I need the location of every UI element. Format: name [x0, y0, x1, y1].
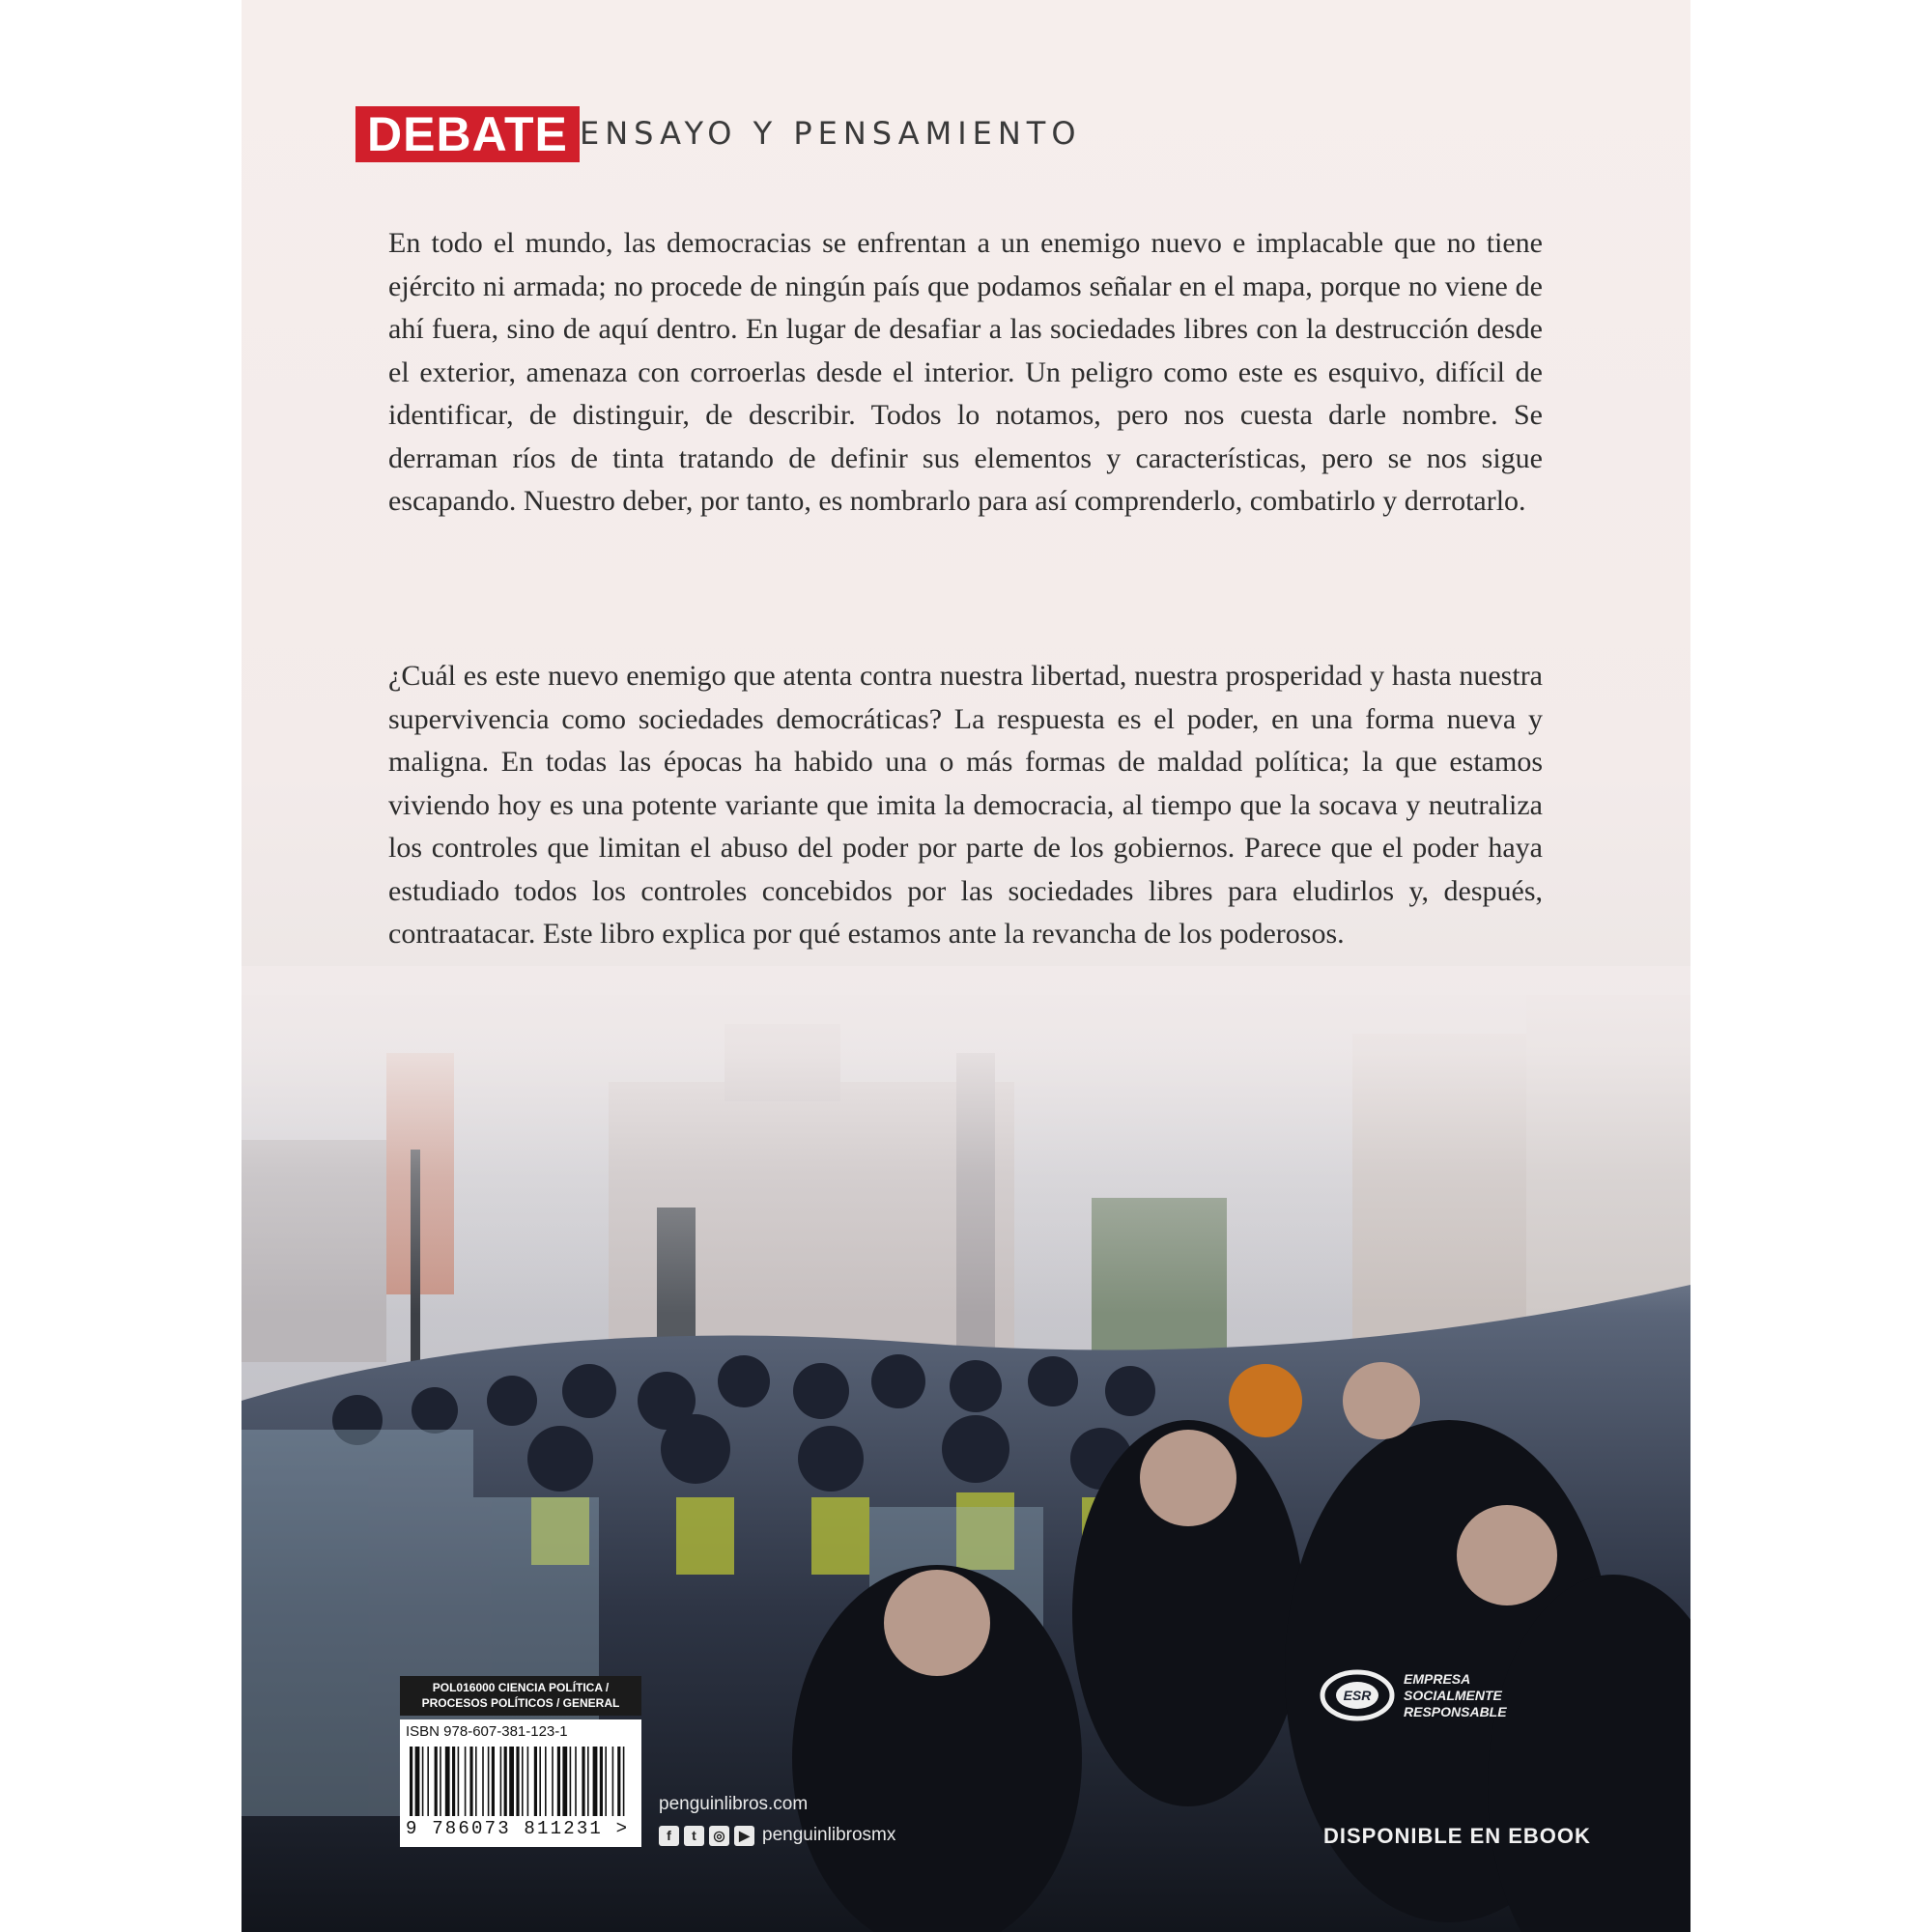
barcode-bar: [452, 1747, 455, 1816]
barcode-bar: [612, 1747, 614, 1816]
barcode-bar: [410, 1747, 412, 1816]
barcode-bar: [545, 1747, 547, 1816]
barcode-bar: [600, 1747, 603, 1816]
isbn-text: ISBN 978-607-381-123-1: [406, 1723, 568, 1740]
barcode-bar: [445, 1747, 450, 1816]
barcode-bar: [509, 1747, 514, 1816]
esr-logo-icon: [1319, 1666, 1396, 1724]
social-row: [659, 1824, 895, 1847]
barcode-bar: [415, 1747, 420, 1816]
esr-badge: [1319, 1666, 1507, 1724]
esr-line-1: EMPRESA: [1404, 1670, 1471, 1687]
barcode-bar: [593, 1747, 598, 1816]
barcode-bar: [527, 1747, 529, 1816]
barcode-bar: [582, 1747, 584, 1816]
barcode-block: [400, 1719, 641, 1847]
back-cover: [242, 0, 1690, 1932]
photo-fade: [242, 966, 1690, 1314]
barcode-bar: [570, 1747, 572, 1816]
barcode-bar: [552, 1747, 554, 1816]
series-title: ENSAYO Y PENSAMIENTO: [580, 115, 1082, 152]
category-box: [400, 1676, 641, 1716]
category-line-1: POL016000 CIENCIA POLÍTICA /: [432, 1681, 610, 1694]
barcode-bar: [435, 1747, 438, 1816]
synopsis-paragraph-2: ¿Cuál es este nuevo enemigo que atenta contra nuestra libertad, nuestra prosperidad y hasta nuestra supervivencia como sociedades democráticas? La respuesta es el poder, en una forma nueva y maligna. En todas las épocas ha habido una o más formas de maldad política; la que estamos viviendo hoy es una potente variante que imita la democracia, al tiempo que la socava y neutraliza los controles que limitan el abuso del poder por parte de los gobiernos. Parece que el poder haya estudiado todos los controles concebidos por las sociedades libres para eludirlos y, después, contraatacar. Este libro explica por qué estamos ante la revancha de los poderosos.: [388, 660, 1543, 950]
barcode-bar: [469, 1747, 472, 1816]
esr-line-3: RESPONSABLE: [1404, 1703, 1507, 1719]
barcode-bar: [617, 1747, 620, 1816]
barcode-bar: [534, 1747, 537, 1816]
barcode-bar: [575, 1747, 577, 1816]
barcode-bar: [458, 1747, 460, 1816]
social-handle[interactable]: penguinlibrosmx: [762, 1825, 896, 1845]
website-link[interactable]: penguinlibros.com: [659, 1794, 809, 1814]
barcode-bar: [422, 1747, 424, 1816]
barcode-bar: [557, 1747, 560, 1816]
twitter-icon[interactable]: t: [684, 1826, 704, 1846]
synopsis-paragraph-1: En todo el mundo, las democracias se enfrentan a un enemigo nuevo e implacable que no tiene ejército ni armada; no procede de ningún país que podamos señalar en el mapa, porque no viene de ahí fuera, sino de aquí dentro. En lugar de desafiar a las sociedades libres con la destrucción desde el exterior, amenaza con corroerlas desde el interior. Un peligro como este es esquivo, difícil de identificar, de distinguir, de describir. Todos lo notamos, pero nos cuesta darle nombre. Se derraman ríos de tinta tratando de definir sus elementos y características, pero se nos sigue escapando. Nuestro deber, por tanto, es nombrarlo para así comprenderlo, combatirlo y derrotarlo.: [388, 227, 1543, 517]
barcode-bar: [587, 1747, 589, 1816]
barcode-bar: [516, 1747, 519, 1816]
barcode-bar: [488, 1747, 490, 1816]
barcode-bar: [500, 1747, 502, 1816]
barcode-bar: [475, 1747, 477, 1816]
barcode-bar: [482, 1747, 484, 1816]
barcode-digits: 9 786073 811231 >: [406, 1818, 630, 1839]
esr-logo-text: ESR: [1343, 1688, 1372, 1703]
barcode-bar: [539, 1747, 541, 1816]
barcode-bar: [492, 1747, 495, 1816]
publisher-logo: DEBATE: [355, 106, 580, 162]
barcode-bar: [605, 1747, 607, 1816]
barcode-bar: [440, 1747, 441, 1816]
youtube-icon[interactable]: ▶: [734, 1826, 754, 1846]
barcode-bar: [623, 1747, 625, 1816]
barcode-bar: [465, 1747, 467, 1816]
barcode-bars: [406, 1747, 634, 1816]
barcode-bar: [562, 1747, 567, 1816]
esr-label: [1404, 1671, 1507, 1720]
ebook-notice: DISPONIBLE EN EBOOK: [1323, 1824, 1591, 1848]
barcode-bar: [522, 1747, 524, 1816]
barcode-bar: [504, 1747, 507, 1816]
instagram-icon[interactable]: ◎: [709, 1826, 729, 1846]
barcode-bar: [427, 1747, 429, 1816]
facebook-icon[interactable]: f: [659, 1826, 679, 1846]
category-line-2: PROCESOS POLÍTICOS / GENERAL: [421, 1696, 620, 1710]
esr-line-2: SOCIALMENTE: [1404, 1687, 1502, 1703]
